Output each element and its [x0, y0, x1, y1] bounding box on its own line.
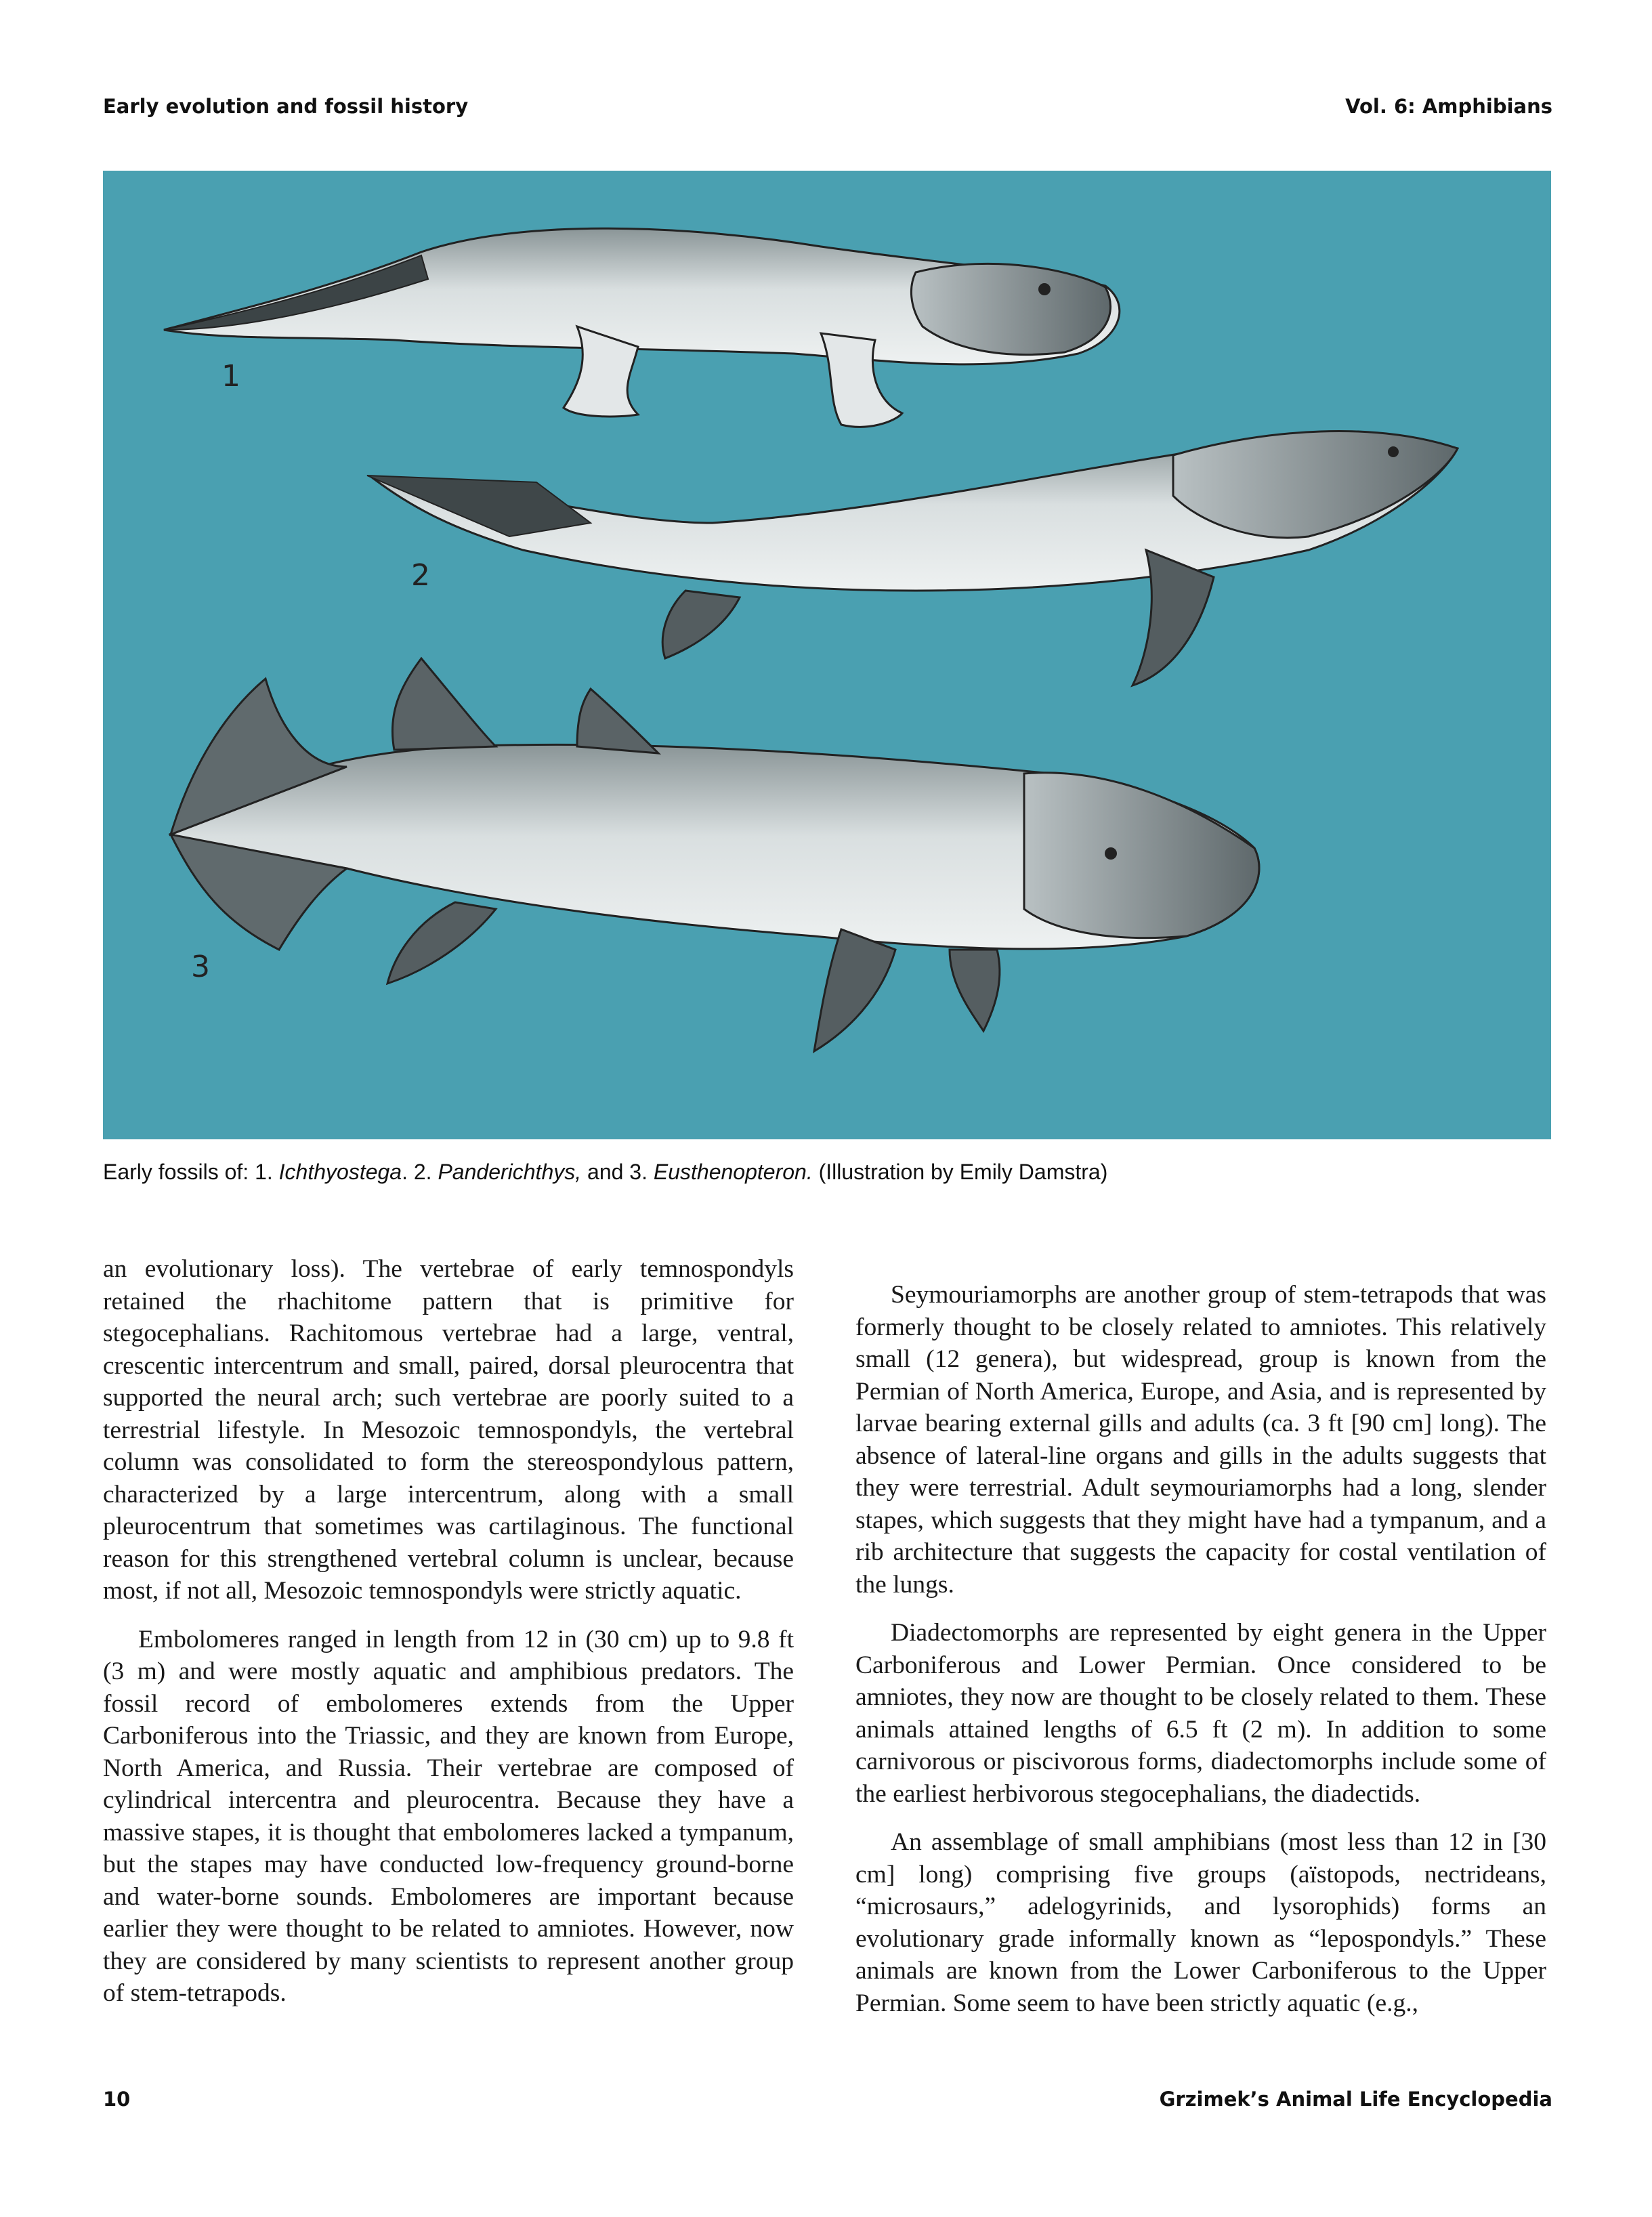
paragraph: An assemblage of small amphibians (most less than 12 in [30 cm] long) comprising five groups (aïstopods, nectrideans, “microsaurs,” adelogyrinids, and lysorophids) forms an evolutionary grade informally known as “lepospondyls.” These animals are known from the Lower Carboniferous to the Upper Permian. Some seem to have been strictly aquatic (e.g., — [855, 1828, 1546, 2017]
running-header — [103, 95, 1552, 129]
caption-prefix: Early fossils of: 1. — [103, 1160, 279, 1184]
ichthyostega-drawing — [164, 228, 1120, 427]
caption-credit: (Illustration by Emily Damstra) — [812, 1160, 1108, 1184]
paragraph: an evolutionary loss). The vertebrae of early temnospondyls retained the rhachitome pattern that is primitive for stegocephalians. Rachitomous vertebrae had a large, ventral, crescentic intercentrum and small, paired, dorsal pleurocentra that supported the neural arch; such vertebrae are poorly suited to a terrestrial lifestyle. In Mesozoic temnospondyls, the vertebral column was consolidated to form the stereospondylous pattern, characterized by a large intercentrum, along with a small pleurocentrum that sometimes was cartilaginous. The functional reason for this strengthened vertebral column is unclear, because most, if not all, Mesozoic temnospondyls were strictly aquatic. — [103, 1255, 794, 1605]
figure-label-1: 1 — [221, 359, 240, 394]
volume-title: Vol. 6: Amphibians — [1345, 95, 1552, 118]
figure-label-2: 2 — [411, 558, 430, 593]
fossil-illustration — [103, 171, 1551, 1139]
figure-caption — [103, 1160, 1552, 1185]
page-number: 10 — [103, 2088, 131, 2111]
text-column-left — [103, 1253, 794, 2026]
panderichthys-drawing — [367, 431, 1458, 685]
caption-name-2: Panderichthys, — [438, 1160, 582, 1184]
caption-mid-1: . 2. — [402, 1160, 438, 1184]
paragraph: Embolomeres ranged in length from 12 in (30 cm) up to 9.8 ft (3 m) and were mostly aquatic and amphibious predators. The fossil record of embolomeres extends from the Upper Carboniferous into the Triassic, and they are known from Europe, North America, and Russia. Their vertebrae are composed of cylindrical intercentra and pleurocentra. Because they have a massive stapes, it is thought that embolomeres lacked a tympanum, but the stapes may have conducted low-frequency ground-borne and water-borne sounds. Embolomeres are important because earlier they were thought to be related to amniotes. However, now they are considered by many scientists to represent another group of stem-tetrapods. — [103, 1625, 794, 2007]
caption-name-3: Eusthenopteron. — [653, 1160, 813, 1184]
text-column-right — [855, 1279, 1546, 2035]
section-title: Early evolution and fossil history — [103, 95, 469, 118]
caption-mid-2: and 3. — [581, 1160, 654, 1184]
paragraph: Diadectomorphs are represented by eight genera in the Upper Carboniferous and Lower Permian. Once considered to be amniotes, they now are thought to be closely related to them. These animals attained lengths of 6.5 ft (2 m). In addition to some carnivorous or piscivorous forms, diadectomorphs include some of the earliest herbivorous stegocephalians, the diadectids. — [855, 1619, 1546, 1808]
figure-label-3: 3 — [191, 950, 210, 984]
eusthenopteron-drawing — [171, 658, 1259, 1051]
publication-title: Grzimek’s Animal Life Encyclopedia — [1159, 2088, 1552, 2111]
paragraph: Seymouriamorphs are another group of stem-tetrapods that was formerly thought to be closely related to amniotes. This relatively small (12 genera), but widespread, group is known from the Permian of North America, Europe, and Asia, and is represented by larvae bearing external gills and adults (ca. 3 ft [90 cm] long). The absence of lateral-line organs and gills in the adults suggests that they were terrestrial. Adult seymouriamorphs had a long, slender stapes, which suggests that they might have had a tympanum, and a rib architecture that suggests the capacity for costal ventilation of the lungs. — [855, 1281, 1546, 1599]
caption-name-1: Ichthyostega — [278, 1160, 402, 1184]
illustration-canvas — [103, 171, 1551, 1139]
